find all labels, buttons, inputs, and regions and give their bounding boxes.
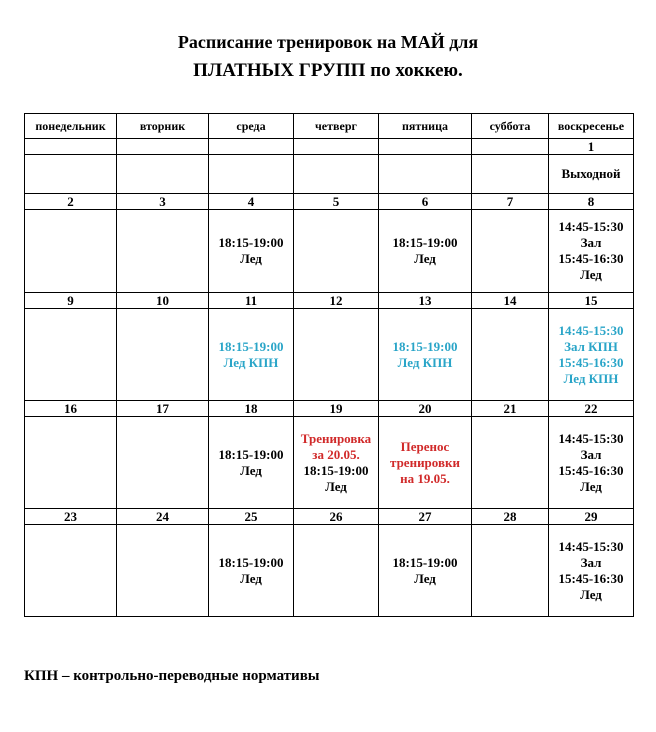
date-number: 23 (25, 509, 117, 525)
schedule-entry-line: 14:45-15:30 (558, 430, 624, 446)
day-cell (209, 155, 294, 194)
day-cell (25, 525, 117, 617)
date-number: 12 (294, 293, 379, 309)
date-number (117, 139, 209, 155)
schedule-entry-line: Лед (580, 478, 602, 494)
date-number (379, 139, 472, 155)
day-cell (294, 417, 379, 509)
schedule-entry-line: Зал КПН (564, 338, 618, 354)
day-cell (549, 417, 634, 509)
day-cell (294, 210, 379, 293)
schedule-entry-line: 18:15-19:00 (218, 235, 284, 250)
date-number-row (25, 401, 634, 417)
day-cell (472, 155, 549, 194)
schedule-entry-line: Выходной (561, 166, 621, 181)
schedule-entry-line: 14:45-15:30 (558, 219, 624, 234)
schedule-entry-line: Лед (240, 462, 262, 478)
day-cell (549, 309, 634, 401)
schedule-entry-line: 14:45-15:30 (558, 322, 624, 338)
schedule-row (25, 210, 634, 293)
date-number: 11 (209, 293, 294, 309)
schedule-entry-line: 15:45-16:30 (558, 462, 624, 478)
date-number: 22 (549, 401, 634, 417)
date-number: 2 (25, 194, 117, 210)
weekday-header-row (25, 114, 634, 139)
schedule-entry-line: Лед (414, 570, 436, 586)
day-cell (472, 417, 549, 509)
date-number (25, 139, 117, 155)
date-number: 29 (549, 509, 634, 525)
day-cell (379, 309, 472, 401)
date-number: 13 (379, 293, 472, 309)
schedule-row (25, 155, 634, 194)
weekday-header: среда (209, 114, 294, 139)
schedule-entry-line: Зал (580, 235, 602, 250)
schedule-entry-line: Лед (580, 267, 602, 282)
schedule-entry-line: Лед КПН (563, 370, 619, 386)
schedule-entry-line: Лед КПН (223, 354, 279, 370)
date-number: 20 (379, 401, 472, 417)
schedule-body (25, 139, 634, 617)
schedule-entry-line: 18:15-19:00 (392, 554, 458, 570)
day-cell (294, 525, 379, 617)
day-cell (472, 210, 549, 293)
date-number: 10 (117, 293, 209, 309)
day-cell (472, 525, 549, 617)
schedule-entry-line: Зал (580, 446, 602, 462)
day-cell (549, 525, 634, 617)
date-number: 4 (209, 194, 294, 210)
date-number-row (25, 194, 634, 210)
date-number: 3 (117, 194, 209, 210)
date-number: 27 (379, 509, 472, 525)
schedule-entry-line: Лед (580, 586, 602, 602)
schedule-entry-line: 15:45-16:30 (558, 354, 624, 370)
day-cell (294, 155, 379, 194)
date-number (209, 139, 294, 155)
date-number-row (25, 139, 634, 155)
day-cell (379, 155, 472, 194)
day-cell (25, 155, 117, 194)
date-number (294, 139, 379, 155)
day-cell (117, 417, 209, 509)
weekday-header: вторник (117, 114, 209, 139)
day-cell (25, 417, 117, 509)
schedule-entry-line: Лед (240, 570, 262, 586)
day-cell (379, 417, 472, 509)
schedule-entry-line: 18:15-19:00 (303, 462, 369, 478)
schedule-entry-line: за 20.05. (312, 446, 360, 462)
schedule-entry-line: 14:45-15:30 (558, 538, 624, 554)
day-cell (379, 210, 472, 293)
weekday-header: воскресенье (549, 114, 634, 139)
schedule-row (25, 525, 634, 617)
day-cell (117, 210, 209, 293)
date-number: 17 (117, 401, 209, 417)
date-number: 6 (379, 194, 472, 210)
schedule-entry-line: 18:15-19:00 (218, 446, 284, 462)
weekday-header: понедельник (25, 114, 117, 139)
date-number: 1 (549, 139, 634, 155)
schedule-entry-line: 18:15-19:00 (392, 235, 458, 250)
date-number: 25 (209, 509, 294, 525)
date-number-row (25, 509, 634, 525)
weekday-header: суббота (472, 114, 549, 139)
schedule-entry-line: Лед (325, 478, 347, 494)
date-number: 5 (294, 194, 379, 210)
weekday-header: четверг (294, 114, 379, 139)
day-cell (549, 210, 634, 293)
day-cell (25, 309, 117, 401)
date-number: 14 (472, 293, 549, 309)
day-cell (117, 155, 209, 194)
date-number: 18 (209, 401, 294, 417)
schedule-entry-line: 15:45-16:30 (558, 570, 624, 586)
date-number: 24 (117, 509, 209, 525)
date-number: 19 (294, 401, 379, 417)
schedule-entry-line: Лед (414, 251, 436, 266)
day-cell (209, 210, 294, 293)
date-number: 9 (25, 293, 117, 309)
schedule-entry-line: Лед КПН (397, 354, 453, 370)
schedule-entry-line: Перенос (400, 438, 450, 454)
date-number: 21 (472, 401, 549, 417)
day-cell (379, 525, 472, 617)
date-number: 28 (472, 509, 549, 525)
schedule-entry-line: 18:15-19:00 (218, 338, 284, 354)
schedule-row (25, 309, 634, 401)
day-cell (209, 309, 294, 401)
schedule-entry-line: 18:15-19:00 (218, 554, 284, 570)
schedule-entry-line: Зал (580, 554, 602, 570)
day-cell (117, 309, 209, 401)
day-cell (294, 309, 379, 401)
schedule-entry-line: Лед (240, 251, 262, 266)
page-subtitle: ПЛАТНЫХ ГРУПП по хоккею. (193, 60, 463, 81)
date-number (472, 139, 549, 155)
day-cell (549, 155, 634, 194)
page-title: Расписание тренировок на МАЙ для (177, 32, 479, 52)
schedule-table (24, 113, 634, 617)
day-cell (209, 417, 294, 509)
day-cell (472, 309, 549, 401)
date-number: 26 (294, 509, 379, 525)
day-cell (117, 525, 209, 617)
schedule-entry-line: 18:15-19:00 (392, 338, 458, 354)
day-cell (209, 525, 294, 617)
date-number-row (25, 293, 634, 309)
day-cell (25, 210, 117, 293)
date-number: 15 (549, 293, 634, 309)
schedule-entry-line: Тренировка (300, 430, 372, 446)
weekday-header: пятница (379, 114, 472, 139)
schedule-entry-line: на 19.05. (400, 470, 450, 486)
date-number: 7 (472, 194, 549, 210)
schedule-row (25, 417, 634, 509)
date-number: 16 (25, 401, 117, 417)
footnote-legend: КПН – контрольно-переводные нормативы (24, 668, 320, 684)
schedule-entry-line: 15:45-16:30 (558, 251, 624, 266)
schedule-entry-line: тренировки (390, 454, 460, 470)
date-number: 8 (549, 194, 634, 210)
